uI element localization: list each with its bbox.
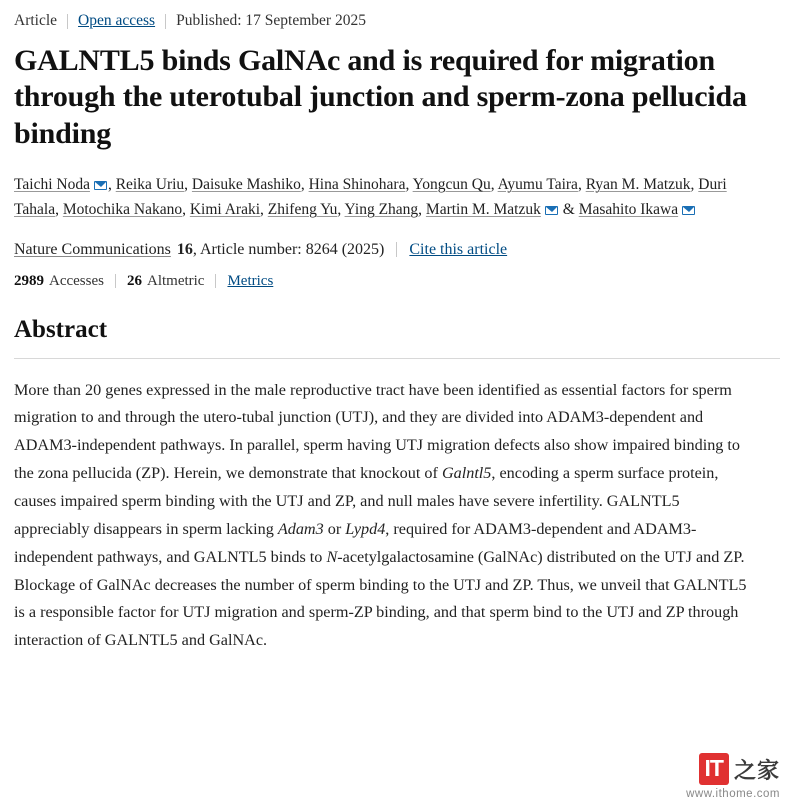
watermark-badge: IT [699, 753, 729, 785]
metrics-divider-1 [115, 274, 116, 288]
article-type-label: Article [14, 12, 58, 29]
watermark-logo [686, 753, 780, 785]
meta-divider-1 [67, 14, 68, 29]
metrics-bar [14, 273, 780, 290]
author-link[interactable]: Ying Zhang [344, 201, 419, 219]
watermark-url: www.ithome.com [686, 788, 780, 800]
journal-volume: 16 [176, 240, 193, 258]
altmetric-label: Altmetric [146, 272, 205, 289]
author-separator: , [184, 176, 192, 194]
open-access-link[interactable]: Open access [78, 12, 156, 29]
author-separator: , [690, 176, 699, 194]
metrics-link[interactable]: Metrics [227, 272, 274, 289]
author-list [14, 172, 759, 222]
author-separator: , [55, 201, 63, 219]
author-link[interactable]: Martin M. Matzuk [425, 201, 541, 219]
author-link[interactable]: Ayumu Taira [497, 176, 578, 194]
author-link[interactable]: Reika Uriu [115, 176, 185, 194]
author-separator: & [558, 201, 579, 219]
author-link[interactable]: Motochika Nakano [62, 201, 183, 219]
accesses-label: Accesses [49, 272, 104, 289]
author-separator: , [300, 176, 309, 194]
author-link[interactable]: Masahito Ikawa [578, 201, 679, 219]
altmetric-count: 26 [126, 272, 142, 289]
author-link[interactable]: Kimi Araki [189, 201, 261, 219]
accesses-count: 2989 [14, 272, 44, 289]
metrics-divider-2 [215, 274, 216, 288]
author-separator: , [490, 176, 498, 194]
journal-divider [396, 242, 397, 257]
author-link[interactable]: Taichi Noda [14, 176, 90, 194]
author-separator: , [405, 176, 413, 194]
author-separator: , [107, 176, 116, 194]
author-link[interactable]: Ryan M. Matzuk [585, 176, 691, 194]
abstract-divider [14, 358, 780, 359]
envelope-icon[interactable] [545, 206, 558, 215]
envelope-icon[interactable] [94, 181, 107, 190]
author-separator: , [182, 201, 190, 219]
journal-citation [14, 241, 780, 259]
watermark-cn-text: 之家 [733, 757, 780, 783]
site-watermark [686, 753, 780, 800]
abstract-text: More than 20 genes expressed in the male reproductive tract have been identified as essential factors for sperm migration to and through the utero-tubal junction (UTJ), and they are divided into ADAM3-dependent and ADAM3-independent pathways. In parallel, sperm having UTJ migration defects also show impaired binding to the zona pellucida (ZP). Herein, we demonstrate that knockout of Galntl5, encoding a sperm surface protein, causes impaired sperm binding with the UTJ and ZP, and null males have severe infertility. GALNTL5 appreciably disappears in sperm lacking Adam3 or Lypd4, required for ADAM3-dependent and ADAM3-independent pathways, and GALNTL5 binds to N-acetylgalactosamine (GalNAc) distributed on the UTJ and ZP. Blockage of GalNAc decreases the number of sperm binding to the UTJ and ZP. Thus, we unveil that GALNTL5 is a responsible factor for UTJ migration and sperm-ZP binding, and that sperm bind to the UTJ and ZP through interaction of GALNTL5 and GalNAc. [14, 380, 747, 650]
author-link[interactable]: Daisuke Mashiko [191, 176, 301, 194]
author-link[interactable]: Hina Shinohara [308, 176, 406, 194]
abstract-heading: Abstract [14, 315, 108, 343]
author-separator: , [418, 201, 426, 219]
author-link[interactable]: Yongcun Qu [412, 176, 491, 194]
meta-divider-2 [165, 14, 166, 29]
cite-this-article-link[interactable]: Cite this article [409, 240, 508, 258]
author-separator: , [577, 176, 586, 194]
author-separator: , [337, 201, 345, 219]
journal-name[interactable]: Nature Communications [14, 240, 171, 258]
journal-article-number: , Article number: 8264 (2025) [192, 240, 385, 258]
published-date: Published: 17 September 2025 [176, 12, 366, 29]
page-title: GALNTL5 binds GalNAc and is required for migration through the uterotubal junction and sperm-zona pellucida binding [14, 43, 747, 150]
author-separator: , [260, 201, 268, 219]
author-link[interactable]: Duri Tahala [14, 176, 727, 219]
envelope-icon[interactable] [682, 206, 695, 215]
article-meta-line [14, 12, 780, 31]
author-link[interactable]: Zhifeng Yu [267, 201, 338, 219]
